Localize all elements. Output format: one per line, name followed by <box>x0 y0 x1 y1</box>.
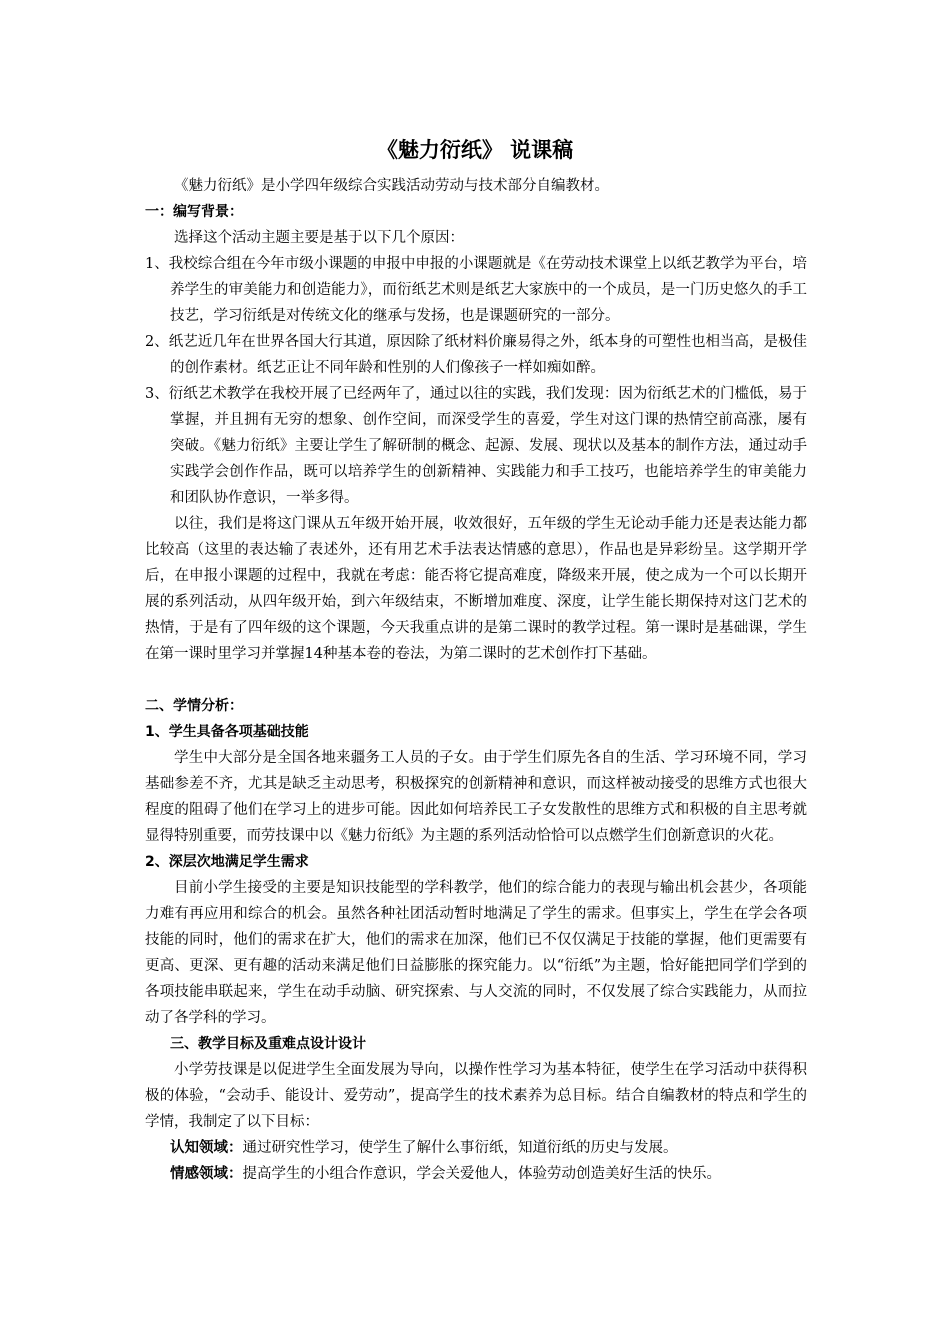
section-1-paragraph: 以往，我们是将这门课从五年级开始开展，收效很好，五年级的学生无论动手能力还是表达能力都比较高（这里的表达输了表述外，还有用艺术手法表达情感的意思），作品也是异彩纷呈。这学期开学后，在申报小课题的过程中，我就在考虑：能否将它提高难度，降级来开展，使之成为一个可以长期开展的系列活动，从四年级开始，到六年级结束，不断增加难度、深度，让学生能长期保持对这门艺术的热情，于是有了四年级的这个课题，今天我重点讲的是第二课时的教学过程。第一课时是基础课，学生在第一课时里学习并掌握14种基本卷的卷法，为第二课时的艺术创作打下基础。 <box>145 516 807 662</box>
section-2-sub-1-text: 学生中大部分是全国各地来疆务工人员的子女。由于学生们原先各自的生活、学习环境不同，学习基础参差不齐，尤其是缺乏主动思考，积极探究的创新精神和意识，而这样被动接受的思维方式也很大程度的阻碍了他们在学习上的进步可能。因此如何培养民工子女发散性的思维方式和积极的自主思考就显得特别重要，而劳技课中以《魅力衍纸》为主题的系列活动恰恰可以点燃学生们创新意识的火花。 <box>145 750 807 844</box>
cognitive-domain-text: 通过研究性学习，使学生了解什么事衍纸，知道衍纸的历史与发展。 <box>242 1140 678 1156</box>
section-2-sub-1-heading: 1、学生具备各项基础技能 <box>145 724 309 740</box>
section-2-heading: 二、学情分析： <box>145 698 243 714</box>
cognitive-domain-label: 认知领域： <box>170 1140 243 1156</box>
section-3-text: 小学劳技课是以促进学生全面发展为导向，以操作性学习为基本特征，使学生在学习活动中获得积极的体验，“会动手、能设计、爱劳动”，提高学生的技术素养为总目标。结合自编教材的特点和学生的学情，我制定了以下目标： <box>145 1062 807 1130</box>
emotional-domain-text: 提高学生的小组合作意识，学会关爱他人，体验劳动创造美好生活的快乐。 <box>242 1166 721 1182</box>
emotional-domain-label: 情感领域： <box>170 1166 243 1182</box>
section-1-item-3: 3、衍纸艺术教学在我校开展了已经两年了，通过以往的实践，我们发现：因为衍纸艺术的门槛低，易于掌握，并且拥有无穷的想象、创作空间，而深受学生的喜爱，学生对这门课的热情空前高涨，屡有突破。《魅力衍纸》主要让学生了解研制的概念、起源、发展、现状以及基本的制作方法，通过动手实践学会创作作品，既可以培养学生的创新精神、实践能力和手工技巧，也能培养学生的审美能力和团队协作意识，一举多得。 <box>145 386 807 506</box>
intro-paragraph: 《魅力衍纸》是小学四年级综合实践活动劳动与技术部分自编教材。 <box>174 178 609 194</box>
section-1-item-1: 1、我校综合组在今年市级小课题的申报中申报的小课题就是《在劳动技术课堂上以纸艺教学为平台，培养学生的审美能力和创造能力》，而衍纸艺术则是纸艺大家族中的一个成员，是一门历史悠久的手工技艺，学习衍纸是对传统文化的继承与发扬，也是课题研究的一部分。 <box>145 256 807 324</box>
section-3-heading: 三、教学目标及重难点设计设计 <box>170 1036 366 1052</box>
cognitive-domain-goal <box>145 1135 807 1161</box>
section-1-item-2: 2、纸艺近几年在世界各国大行其道，原因除了纸材料价廉易得之外，纸本身的可塑性也相当高，是极佳的创作素材。纸艺正让不同年龄和性别的人们像孩子一样如痴如醉。 <box>145 334 807 376</box>
emotional-domain-goal <box>145 1161 807 1187</box>
section-1-lead: 选择这个活动主题主要是基于以下几个原因： <box>174 230 464 246</box>
section-2-sub-2-text: 目前小学生接受的主要是知识技能型的学科教学，他们的综合能力的表现与输出机会甚少，各项能力难有再应用和综合的机会。虽然各种社团活动暂时地满足了学生的需求。但事实上，学生在学会各项技能的同时，他们的需求在扩大，他们的需求在加深，他们已不仅仅满足于技能的掌握，他们更需要有更高、更深、更有趣的活动来满足他们日益膨胀的探究能力。以“衍纸”为主题，恰好能把同学们学到的各项技能串联起来，学生在动手动脑、研究探索、与人交流的同时，不仅发展了综合实践能力，从而拉动了各学科的学习。 <box>145 880 807 1026</box>
section-2-sub-2-heading: 2、深层次地满足学生需求 <box>145 854 309 870</box>
section-1-heading: 一：编写背景： <box>145 204 243 220</box>
document-body <box>145 173 807 1187</box>
blank-line <box>145 667 807 693</box>
document-title: 《魅力衍纸》 说课稿 <box>376 138 574 162</box>
